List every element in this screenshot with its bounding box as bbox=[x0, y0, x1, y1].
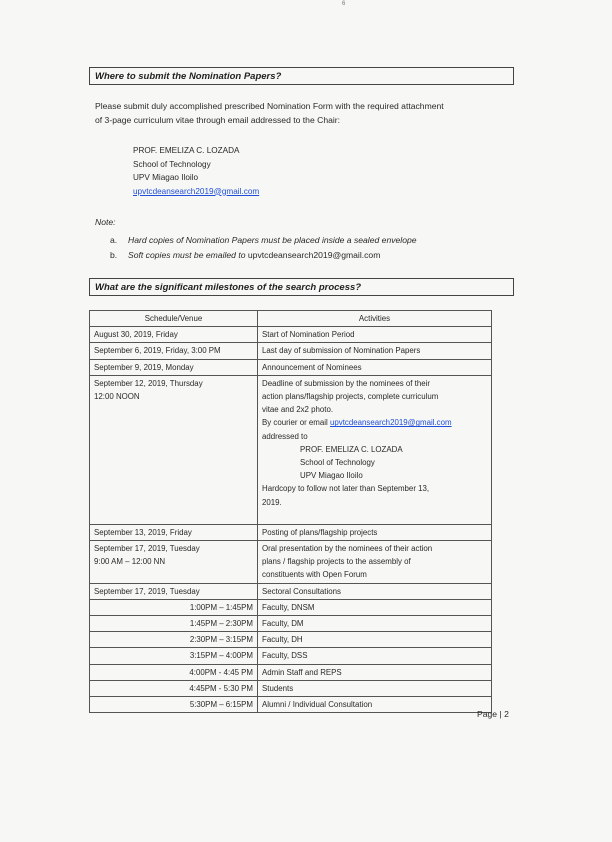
table-row bbox=[90, 375, 492, 524]
activity-line: Oral presentation by the nominees of their action bbox=[262, 544, 433, 554]
table-header-row bbox=[90, 311, 492, 327]
activity-cell: Admin Staff and REPS bbox=[258, 664, 492, 680]
time-cell: 4:45PM - 5:30 PM bbox=[90, 680, 258, 696]
activity-line bbox=[262, 416, 487, 429]
schedule-date: September 12, 2019, Thursday bbox=[94, 378, 203, 388]
activity-cell: Faculty, DM bbox=[258, 616, 492, 632]
section-heading-submit: Where to submit the Nomination Papers? bbox=[89, 67, 514, 85]
time-cell: 3:15PM – 4:00PM bbox=[90, 648, 258, 664]
schedule-cell bbox=[90, 541, 258, 584]
section-heading-milestones: What are the significant milestones of the search process? bbox=[89, 278, 514, 296]
header-activities: Activities bbox=[258, 311, 492, 327]
note-text-italic: Soft copies must be emailed to bbox=[128, 250, 248, 260]
table-row bbox=[90, 664, 492, 680]
activity-line: plans / flagship projects to the assembly of bbox=[262, 557, 411, 567]
header-schedule: Schedule/Venue bbox=[90, 311, 258, 327]
address-school: School of Technology bbox=[133, 159, 211, 169]
note-email: upvtcdeansearch2019@gmail.com bbox=[247, 250, 381, 260]
paragraph-line: of 3-page curriculum vitae through email addressed to the Chair: bbox=[95, 115, 341, 125]
table-row bbox=[90, 616, 492, 632]
activity-line: Hardcopy to follow not later than September 13, bbox=[262, 484, 430, 494]
activity-cell bbox=[258, 541, 492, 584]
table-row bbox=[90, 359, 492, 375]
paragraph-line: Please submit duly accomplished prescribed Nomination Form with the required attachment bbox=[95, 101, 444, 111]
table-row bbox=[90, 327, 492, 343]
submission-paragraph bbox=[95, 99, 520, 127]
time-cell: 1:45PM – 2:30PM bbox=[90, 616, 258, 632]
time-cell: 1:00PM – 1:45PM bbox=[90, 599, 258, 615]
activity-line: 2019. bbox=[262, 497, 282, 507]
schedule-cell bbox=[90, 375, 258, 524]
address-line: UPV Miagao Iloilo bbox=[300, 471, 363, 481]
activity-cell: Faculty, DH bbox=[258, 632, 492, 648]
table-row bbox=[90, 541, 492, 584]
activity-cell: Faculty, DSS bbox=[258, 648, 492, 664]
schedule-date: September 17, 2019, Tuesday bbox=[94, 544, 200, 554]
courier-email-link[interactable]: upvtcdeansearch2019@gmail.com bbox=[329, 418, 452, 428]
activity-line: Deadline of submission by the nominees of their bbox=[262, 378, 430, 388]
schedule-cell: September 13, 2019, Friday bbox=[90, 524, 258, 540]
note-item bbox=[110, 248, 417, 263]
schedule-time: 9:00 AM – 12:00 NN bbox=[94, 557, 166, 567]
activity-cell: Faculty, DNSM bbox=[258, 599, 492, 615]
time-cell: 5:30PM – 6:15PM bbox=[90, 697, 258, 713]
address-line: School of Technology bbox=[300, 458, 375, 468]
table-row bbox=[90, 343, 492, 359]
note-label: Note: bbox=[95, 217, 116, 227]
table-row bbox=[90, 599, 492, 615]
table-row bbox=[90, 583, 492, 599]
table-row bbox=[90, 524, 492, 540]
activity-cell: Students bbox=[258, 680, 492, 696]
activity-line: vitae and 2x2 photo. bbox=[262, 405, 334, 415]
activity-cell: Alumni / Individual Consultation bbox=[258, 697, 492, 713]
schedule-cell: September 9, 2019, Monday bbox=[90, 359, 258, 375]
schedule-cell: August 30, 2019, Friday bbox=[90, 327, 258, 343]
page-number: Page | 2 bbox=[477, 709, 509, 719]
note-list bbox=[110, 233, 417, 263]
activity-cell: Start of Nomination Period bbox=[258, 327, 492, 343]
table-row bbox=[90, 632, 492, 648]
note-text: Hard copies of Nomination Papers must be placed inside a sealed envelope bbox=[128, 235, 417, 245]
table-row bbox=[90, 680, 492, 696]
address-location: UPV Miagao Iloilo bbox=[133, 173, 199, 182]
milestones-table bbox=[89, 310, 492, 713]
time-cell: 2:30PM – 3:15PM bbox=[90, 632, 258, 648]
address-name: PROF. EMELIZA C. LOZADA bbox=[133, 146, 240, 155]
note-marker: a. bbox=[110, 235, 118, 245]
schedule-cell: September 6, 2019, Friday, 3:00 PM bbox=[90, 343, 258, 359]
note-item bbox=[110, 233, 417, 248]
activity-cell: Posting of plans/flagship projects bbox=[258, 524, 492, 540]
table-row bbox=[90, 697, 492, 713]
page-mark: 6 bbox=[342, 1, 346, 7]
schedule-time: 12:00 NOON bbox=[94, 392, 140, 402]
chair-address bbox=[133, 144, 259, 198]
time-cell: 4:00PM - 4:45 PM bbox=[90, 664, 258, 680]
chair-email-link[interactable]: upvtcdeansearch2019@gmail.com bbox=[133, 186, 260, 196]
activity-cell: Last day of submission of Nomination Papers bbox=[258, 343, 492, 359]
activity-cell bbox=[258, 375, 492, 524]
courier-prefix: By courier or email bbox=[262, 418, 330, 428]
activity-line: action plans/flagship projects, complete curriculum bbox=[262, 392, 439, 402]
activity-line: constituents with Open Forum bbox=[262, 570, 367, 580]
address-line: PROF. EMELIZA C. LOZADA bbox=[300, 444, 403, 454]
schedule-cell: September 17, 2019, Tuesday bbox=[90, 583, 258, 599]
activity-cell: Announcement of Nominees bbox=[258, 359, 492, 375]
activity-line: addressed to bbox=[262, 431, 308, 441]
activity-cell: Sectoral Consultations bbox=[258, 583, 492, 599]
note-marker: b. bbox=[110, 250, 118, 260]
table-row bbox=[90, 648, 492, 664]
